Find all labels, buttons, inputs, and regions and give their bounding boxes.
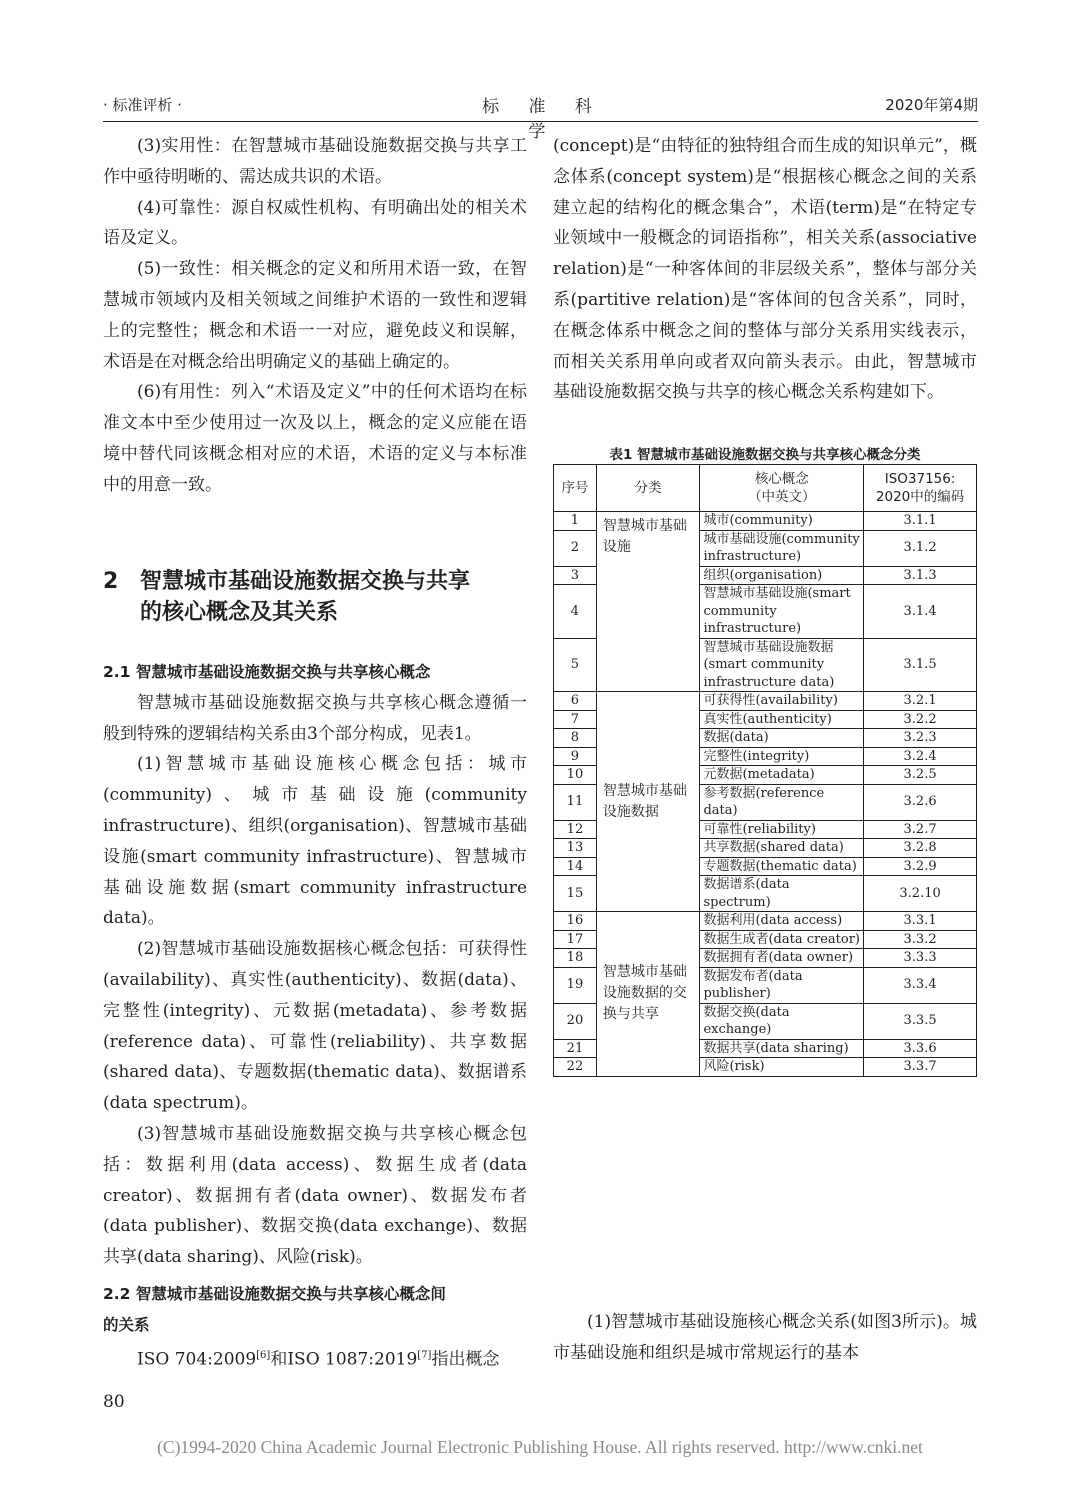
row-concept: 可靠性(reliability) [700,820,864,839]
row-no: 15 [554,876,597,912]
row-code: 3.2.10 [864,876,977,912]
iso704-text: ISO 704:2009 [137,1349,257,1370]
row-no: 11 [554,784,597,820]
paragraph-practicality: (3)实用性：在智慧城市基础设施数据交换与共享工作中亟待明晰的、需达成共识的术语。 [103,136,527,187]
header-concept-line1: 核心概念 [754,471,809,487]
row-concept: 城市(community) [700,512,864,531]
iso1087-text: 和ISO 1087:2019 [270,1349,418,1370]
row-no: 7 [554,710,597,729]
right-column-bottom [553,1307,977,1369]
concept-table [553,464,977,1077]
section-number: 2 [103,569,119,594]
right-column-top [553,131,977,408]
row-no: 21 [554,1039,597,1058]
header-code-line2: 2020中的编码 [875,489,965,505]
header-code-line1: ISO37156: [884,471,956,487]
row-concept: 完整性(integrity) [700,747,864,766]
concept-list-data: (2)智慧城市基础设施数据核心概念包括：可获得性(availability)、真实性(authenticity)、数据(data)、完整性(integrity)、元数据(metadata)、参考数据(reference data)、可靠性(reliability)、共享数据(shared data)、专题数据(thematic data)、数据谱系(data spectrum)。 [103,939,527,1114]
row-code: 3.3.1 [864,912,977,931]
row-concept: 数据生成者(data creator) [700,930,864,949]
row-concept: 数据共享(data sharing) [700,1039,864,1058]
row-concept: 数据交换(data exchange) [700,1003,864,1039]
citation-7[interactable]: [7] [417,1349,432,1361]
subsection-2-2-title-line2: 的关系 [103,1315,150,1334]
row-no: 16 [554,912,597,931]
row-concept: 数据利用(data access) [700,912,864,931]
row-code: 3.2.4 [864,747,977,766]
row-no: 1 [554,512,597,531]
row-no: 9 [554,747,597,766]
row-no: 18 [554,949,597,968]
row-no: 5 [554,638,597,692]
category-exchange: 智慧城市基础设施数据的交换与共享 [596,912,700,1077]
row-no: 8 [554,729,597,748]
row-concept: 真实性(authenticity) [700,710,864,729]
copyright-footer: (C)1994-2020 China Academic Journal Electronic Publishing House. All rights reserved. http://www.cnki.net [157,1437,923,1457]
category-infrastructure: 智慧城市基础设施 [596,512,700,692]
page-number: 80 [103,1392,125,1412]
left-column-top [103,131,527,501]
row-code: 3.3.6 [864,1039,977,1058]
subsection-2-1-intro: 智慧城市基础设施数据交换与共享核心概念遵循一般到特殊的逻辑结构关系由3个部分构成，见表1。 [103,692,527,744]
row-concept: 元数据(metadata) [700,766,864,785]
row-no: 17 [554,930,597,949]
paragraph-concept-definitions: (concept)是“由特征的独特组合而生成的知识单元”，概念体系(concept system)是“根据核心概念之间的关系建立起的结构化的概念集合”，术语(term)是“在特定专业领域中一般概念的词语指称”，相关关系(associative relation)是“一种客体间的非层级关系”，整体与部分关系(partitive relation)是“客体间的包含关系”，同时，在概念体系中概念之间的整体与部分关系用实线表示，而相关关系用单向或者双向箭头表示。由此，智慧城市基础设施数据交换与共享的核心概念关系构建如下。 [553,136,977,403]
paragraph-consistency: (5)一致性：相关概念的定义和所用术语一致，在智慧城市领域内及相关领域之间维护术语的一致性和逻辑上的完整性；概念和术语一一对应，避免歧义和误解，术语是在对概念给出明确定义的基础上确定的。 [103,259,527,372]
header-rule [103,121,978,122]
row-no: 12 [554,820,597,839]
issue-label: 2020年第4期 [885,96,978,114]
subsection-2-1 [103,657,527,1273]
concept-list-exchange: (3)智慧城市基础设施数据交换与共享核心概念包括：数据利用(data access)、数据生成者(data creator)、数据拥有者(data owner)、数据发布者(data publisher)、数据交换(data exchange)、数据共享(data sharing)、风险(risk)。 [103,1123,527,1268]
paragraph-reliability: (4)可靠性：源自权威性机构、有明确出处的相关术语及定义。 [103,197,527,249]
paragraph-usefulness: (6)有用性：列入“术语及定义”中的任何术语均在标准文本中至少使用过一次及以上，概念的定义应能在语境中替代同该概念相对应的术语，术语的定义与本标准中的用意一致。 [103,382,527,495]
row-concept: 可获得性(availability) [700,692,864,711]
row-no: 6 [554,692,597,711]
row-code: 3.1.3 [864,566,977,585]
row-no: 14 [554,857,597,876]
row-no: 20 [554,1003,597,1039]
row-concept: 组织(organisation) [700,566,864,585]
header-category: 分类 [596,465,700,512]
row-concept: 数据发布者(data publisher) [700,967,864,1003]
row-concept: 数据(data) [700,729,864,748]
journal-title: 标 准 科 学 [482,97,604,142]
header-code [864,465,977,512]
category-data: 智慧城市基础设施数据 [596,692,700,912]
subsection-2-2 [103,1279,527,1375]
table-caption: 表1 智慧城市基础设施数据交换与共享核心概念分类 [609,447,921,463]
row-code: 3.2.6 [864,784,977,820]
row-concept: 风险(risk) [700,1058,864,1077]
row-concept: 数据谱系(data spectrum) [700,876,864,912]
header-concept [700,465,864,512]
header-no: 序号 [554,465,597,512]
row-concept: 智慧城市基础设施(smart community infrastructure) [700,585,864,639]
row-no: 13 [554,839,597,858]
row-code: 3.3.2 [864,930,977,949]
row-code: 3.1.4 [864,585,977,639]
row-code: 3.3.3 [864,949,977,968]
row-code: 3.2.1 [864,692,977,711]
row-no: 22 [554,1058,597,1077]
row-code: 3.2.9 [864,857,977,876]
row-code: 3.2.2 [864,710,977,729]
subsection-2-2-text [103,1341,527,1375]
row-concept: 参考数据(reference data) [700,784,864,820]
table-row [554,692,977,711]
row-code: 3.2.7 [864,820,977,839]
row-code: 3.1.5 [864,638,977,692]
row-concept: 共享数据(shared data) [700,839,864,858]
header-section-label: · 标准评析 · [103,96,183,114]
concept-list-infrastructure: (1)智慧城市基础设施核心概念包括：城市(community)、城市基础设施(community infrastructure)、组织(organisation)、智慧城市基础设施(smart community infrastructure)、智慧城市基础设施数据(smart community infrastructure data)。 [103,754,527,929]
subsection-2-2-title-line1: 2.2 智慧城市基础设施数据交换与共享核心概念间 [103,1285,446,1303]
table-row [554,912,977,931]
concept-text: 指出概念 [431,1349,500,1370]
row-no: 19 [554,967,597,1003]
row-no: 3 [554,566,597,585]
row-code: 3.2.8 [864,839,977,858]
row-code: 3.1.2 [864,530,977,566]
row-code: 3.3.7 [864,1058,977,1077]
row-code: 3.3.5 [864,1003,977,1039]
row-code: 3.3.4 [864,967,977,1003]
row-no: 10 [554,766,597,785]
citation-6[interactable]: [6] [256,1349,271,1361]
paragraph-concept-relation-1: (1)智慧城市基础设施核心概念关系(如图3所示)。城市基础设施和组织是城市常规运行的基本 [553,1312,977,1363]
row-concept: 城市基础设施(community infrastructure) [700,530,864,566]
row-code: 3.1.1 [864,512,977,531]
row-code: 3.2.5 [864,766,977,785]
subsection-2-1-title: 2.1 智慧城市基础设施数据交换与共享核心概念 [103,663,431,681]
header-concept-line2: （中英文） [748,489,816,505]
section-title-line1: 智慧城市基础设施数据交换与共享 [140,569,471,594]
row-no: 2 [554,530,597,566]
table-header-row [554,465,977,512]
row-concept: 数据拥有者(data owner) [700,949,864,968]
table-row [554,512,977,531]
row-concept: 专题数据(thematic data) [700,857,864,876]
row-code: 3.2.3 [864,729,977,748]
running-header [103,92,978,142]
row-no: 4 [554,585,597,639]
section-title-line2: 的核心概念及其关系 [140,600,339,625]
row-concept: 智慧城市基础设施数据(smart community infrastructure data) [700,638,864,692]
